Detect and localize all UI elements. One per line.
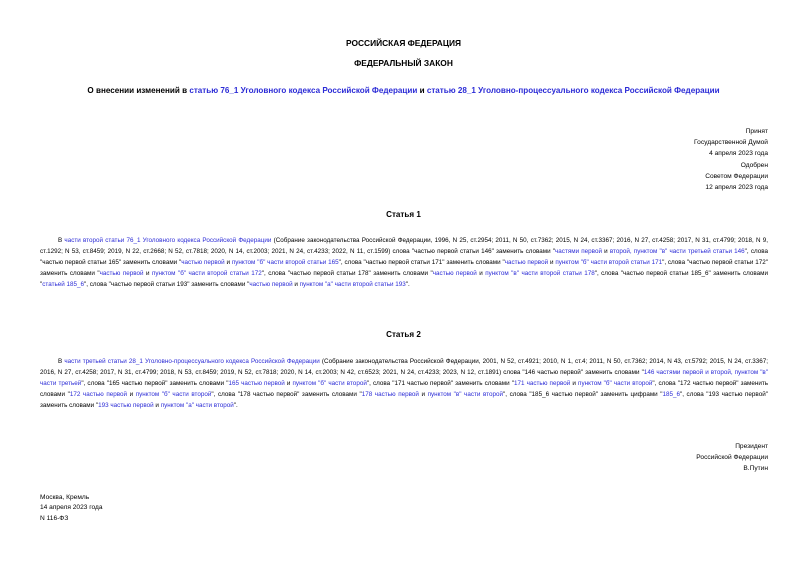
article-2-heading: Статья 2 xyxy=(386,330,421,339)
footer-date: 14 апреля 2023 года xyxy=(40,504,103,512)
paragraph-text: и xyxy=(284,379,293,387)
document-link[interactable]: пунктом "б" части второй статьи 165 xyxy=(231,258,339,266)
paragraph-text: ", слова "частью первой статьи 185_6" заменить словами " xyxy=(40,269,768,288)
law-title-text-2: и xyxy=(417,86,427,95)
paragraph-text: и xyxy=(570,379,579,387)
paragraph-text: и xyxy=(418,390,428,398)
signature-block xyxy=(696,441,768,475)
adoption-approved: Одобрен xyxy=(740,161,768,169)
document-link[interactable]: части второй статьи 76_1 Уголовного кодекса Российской Федерации xyxy=(64,237,272,244)
document-link[interactable]: частью первой xyxy=(181,258,225,266)
footer-number: N 116-ФЗ xyxy=(40,514,69,522)
document-link[interactable]: частью первой xyxy=(504,258,549,266)
document-link[interactable]: пунктом "а" части второй xyxy=(160,401,234,409)
paragraph-text: ", слова "172 частью первой" заменить словами " xyxy=(40,379,768,398)
adoption-council: Советом Федерации xyxy=(705,172,768,180)
document-link[interactable]: статьей 185_6 xyxy=(42,280,85,288)
document-link[interactable]: 172 частью первой xyxy=(69,390,128,398)
article-1-text xyxy=(40,236,768,291)
paragraph-text: и xyxy=(548,258,556,266)
signature-country: Российской Федерации xyxy=(696,454,768,462)
law-title-link-criminal-code[interactable]: статью 76_1 Уголовного кодекса Российской Федерации xyxy=(189,86,418,95)
signature-position: Президент xyxy=(735,443,768,450)
paragraph-text: ", слова "171 частью первой" заменить словами " xyxy=(366,379,514,387)
paragraph-text: (Собрание законодательства Российской Федерации, 2001, N 52, ст.4921; 2010, N 1, ст.4; 2011, N 50, ст.7362; 2014, N 43, ст.5792; 2015, N 24, ст.3367; 2016, N 27, ст.4258; 2017, N 31, ст.4799; 2018, N 53, ст.8459; 2019, N 52, ст.7818; 2020, N 14, ст.2003; N 42, ст.6523; 2021, N 24, ст.4233; 2023, N 12, ст.1891) слова "146 частью первой" заменить словами " xyxy=(40,358,769,376)
document-link[interactable]: 165 частью первой xyxy=(228,379,285,387)
article-1-heading: Статья 1 xyxy=(386,210,421,219)
paragraph-text: ", слова "частью первой статьи 178" заменить словами " xyxy=(261,269,433,277)
document-link[interactable]: 171 частью первой xyxy=(513,379,571,387)
adoption-council-date: 12 апреля 2023 года xyxy=(705,184,768,192)
paragraph-text: В xyxy=(58,237,65,244)
paragraph-text: ", слова "185_6 частью первой" заменить цифрами " xyxy=(503,390,663,398)
document-link[interactable]: пунктом "в" части второй xyxy=(427,390,504,398)
paragraph-text: и xyxy=(143,269,152,277)
document-link[interactable]: пунктом "в" части второй статьи 178 xyxy=(485,269,595,277)
law-title-link-procedure-code[interactable]: статью 28_1 Уголовно-процессуального кодекса Российской Федерации xyxy=(426,86,720,95)
paragraph-text: и xyxy=(292,280,300,288)
document-link[interactable]: 146 частями первой и второй, пунктом "в" части третьей xyxy=(40,368,769,387)
document-link[interactable]: частью первой xyxy=(99,269,144,277)
law-title-text-1: О внесении изменений в xyxy=(87,86,190,95)
paragraph-text: В xyxy=(58,358,65,365)
paragraph-text: ". xyxy=(233,401,238,409)
document-link[interactable]: частями первой xyxy=(555,247,602,255)
paragraph-text: ", слова "частью первой статьи 172" заменить словами " xyxy=(40,258,768,277)
footer-place: Москва, Кремль xyxy=(40,494,90,501)
paragraph-text: ", слова "165 частью первой" заменить словами " xyxy=(81,379,229,387)
document-link[interactable]: 185_6 xyxy=(662,390,680,398)
document-link[interactable]: 178 частью первой xyxy=(361,390,419,398)
document-link[interactable]: пунктом "б" части второй xyxy=(135,390,212,398)
paragraph-text: и xyxy=(601,247,610,255)
paragraph-text: и xyxy=(224,258,232,266)
footer-block xyxy=(40,493,103,524)
paragraph-text: ", слова "частью первой статьи 165" заменить словами " xyxy=(40,247,768,266)
document-link[interactable]: пунктом "б" части второй xyxy=(292,379,367,387)
document-link[interactable]: частью первой xyxy=(249,280,293,288)
paragraph-text: ", слова "193 частью первой" заменить словами " xyxy=(40,390,768,409)
paragraph-text: ", слова "178 частью первой" заменить словами " xyxy=(211,390,362,398)
document-link[interactable]: второй, пунктом "в" части третьей статьи 146 xyxy=(609,247,745,255)
document-link[interactable]: пунктом "а" части второй статьи 193 xyxy=(299,280,406,288)
paragraph-text: и xyxy=(476,269,486,277)
document-link[interactable]: части третьей статьи 28_1 Уголовно-процессуального кодекса Российской Федерации xyxy=(64,358,320,365)
article-2-text xyxy=(40,357,768,412)
adoption-block xyxy=(694,126,768,193)
paragraph-text: (Собрание законодательства Российской Федерации, 1996, N 25, ст.2954; 2011, N 50, ст.7362; 2015, N 24, ст.3367; 2016, N 27, ст.4258; 2017, N 31, ст.4799; 2018, N 9, ст.1292; N 53, ст.8459; 2019, N 22, ст.2668; N 52, ст.7818; 2020, N 14, ст.2003; 2021, N 24, ст.4233; 2022, N 11, ст.1599) слова "частью первой статьи 146" заменить словами " xyxy=(40,237,768,255)
signature-name: В.Путин xyxy=(743,465,768,473)
paragraph-text: и xyxy=(153,401,161,409)
adoption-accepted: Принят xyxy=(745,128,768,135)
document-link[interactable]: пунктом "б" части второй статьи 172 xyxy=(152,269,262,277)
document-link[interactable]: пунктом "б" части второй xyxy=(578,379,653,387)
document-link[interactable]: 193 частью первой xyxy=(98,401,154,409)
paragraph-text: ", слова "частью первой статьи 193" заменить словами " xyxy=(84,280,250,288)
country-heading: РОССИЙСКАЯ ФЕДЕРАЦИЯ xyxy=(345,38,462,48)
document-link[interactable]: частью первой xyxy=(432,269,477,277)
paragraph-text: ". xyxy=(405,280,410,288)
paragraph-text: и xyxy=(127,390,136,398)
law-type-heading: ФЕДЕРАЛЬНЫЙ ЗАКОН xyxy=(354,58,453,68)
adoption-duma-date: 4 апреля 2023 года xyxy=(709,150,768,158)
adoption-duma: Государственной Думой xyxy=(694,139,768,147)
paragraph-text: ", слова "частью первой статьи 171" заменить словами " xyxy=(338,258,505,266)
law-title xyxy=(20,86,787,95)
document-link[interactable]: пунктом "б" части второй статьи 171 xyxy=(555,258,663,266)
